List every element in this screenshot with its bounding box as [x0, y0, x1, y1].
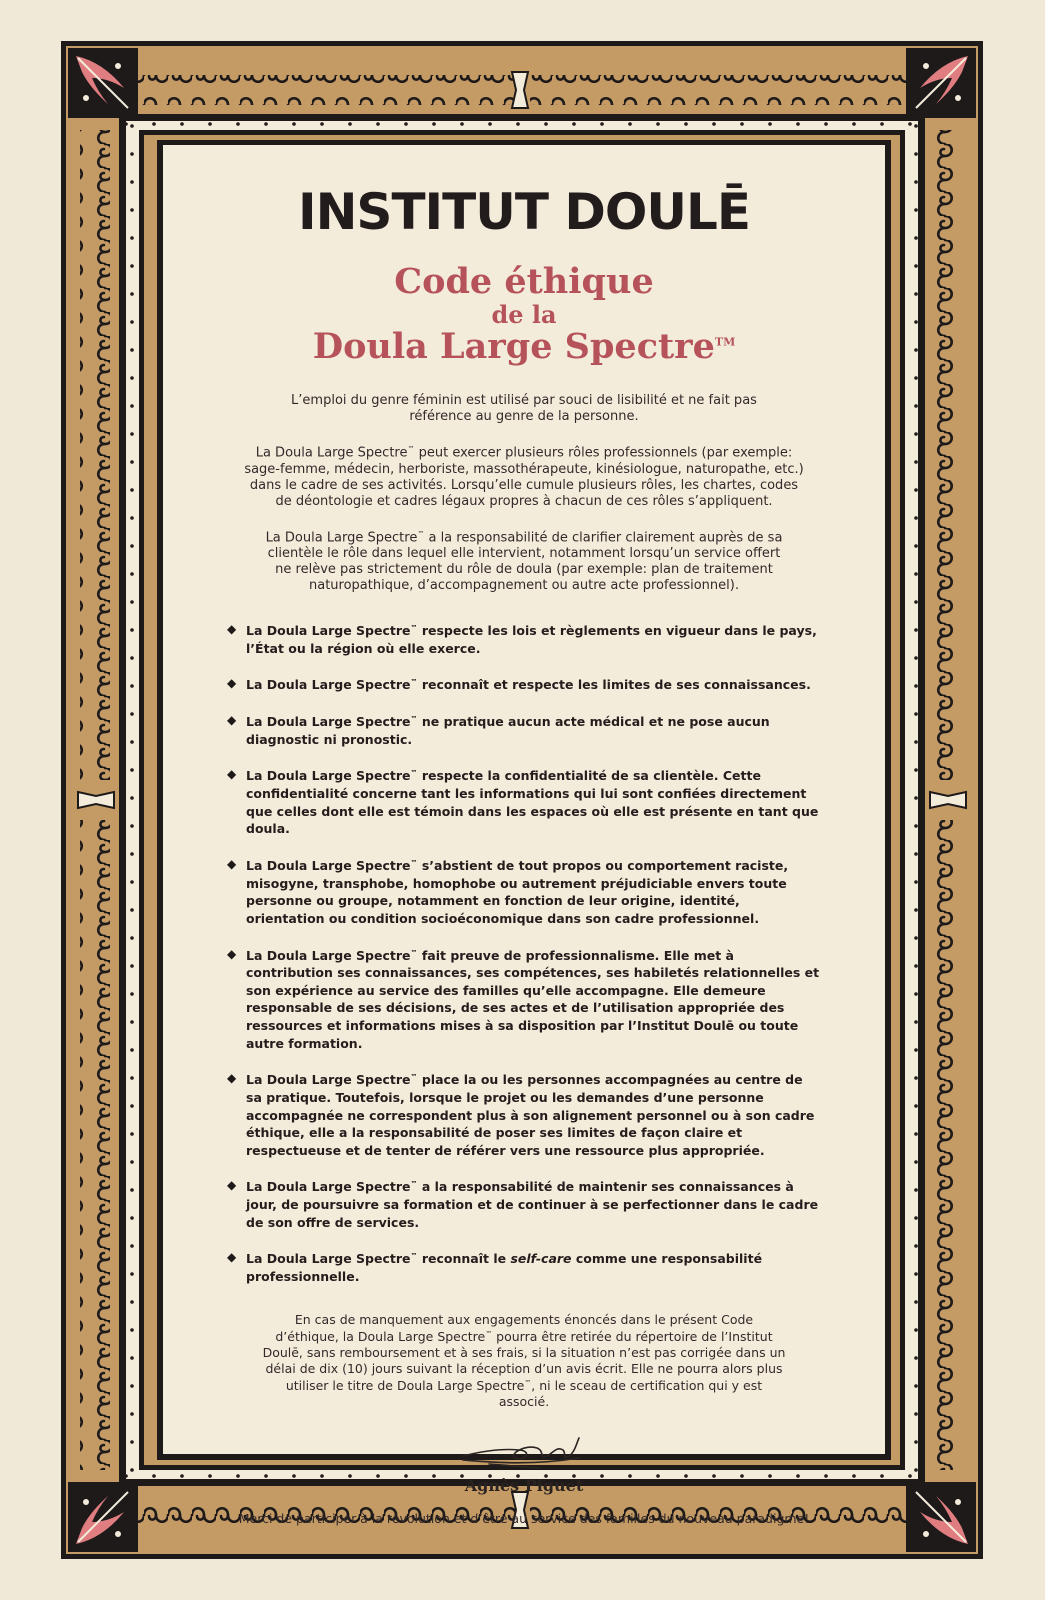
item-text: ne pratique aucun acte médical et ne pose aucun diagnostic ni pronostic.: [246, 714, 770, 747]
intro3-rest: a la responsabilité de clarifier clairement auprès de sa clientèle le rôle dans lequel elle intervient, notamment lorsqu’un service offert ne relève pas strictement du rôle de doula (par exemple: plan de traitement naturopathique, d’accompagnement ou autre acte professionnel).: [267, 530, 783, 594]
item-lead: La Doula Large Spectre: [246, 714, 411, 730]
intro-paragraph-1: L’emploi du genre féminin est utilisé par souci de lisibilité et ne fait pas référence au genre de la personne.: [291, 393, 757, 425]
intro2-rest: peut exercer plusieurs rôles professionnels (par exemple: sage-femme, médecin, herboriste, massothérapeute, kinésiologue, naturopathe, etc.) dans le cadre de ses activités. Lorsqu’elle cumule plusieurs rôles, les chartes, codes de déontologie et cadres légaux propres à chacun de ces rôles s’appliquent.: [244, 445, 804, 509]
item-text: reconnaît et respecte les limites de ses connaissances.: [417, 677, 811, 693]
item-lead: La Doula Large Spectre: [246, 677, 411, 693]
item-tm: ™: [410, 1252, 418, 1261]
intro-paragraph-2: [222, 441, 826, 509]
item-text: respecte les lois et règlements en vigueur dans le pays, l’État ou la région où elle exerce.: [246, 623, 817, 656]
diamond-bullet-icon: ◆: [227, 1071, 237, 1086]
intro3-tm: ™: [417, 529, 425, 538]
item-tail: comme une responsabilité professionnelle.: [246, 1251, 763, 1285]
diamond-bullet-icon: ◆: [227, 1178, 237, 1193]
closing-part3: , ni le sceau de certification qui y est associé.: [498, 1378, 763, 1409]
item-text: place la ou les personnes accompagnées au centre de sa pratique. Toutefois, lorsque le projet ou les demandes d’une personne accompagnée ne correspondent plus à son alignement personnel ou à son cadre éthique, elle a la responsabilité de poser ses limites de façon claire et respectueuse et de tenter de référer vers une ressource plus appropriée.: [246, 1072, 815, 1158]
closing-part1: En cas de manquement aux engagements énoncés dans le présent Code d’éthique, la Doula Large Spectre: [275, 1311, 754, 1345]
diamond-bullet-icon: ◆: [227, 1250, 237, 1265]
list-item: [227, 1248, 826, 1285]
diamond-bullet-icon: ◆: [227, 622, 237, 637]
diamond-bullet-icon: ◆: [227, 713, 237, 728]
intro-paragraph-3: [222, 526, 826, 594]
subtitle-de-la: de la: [491, 299, 557, 329]
item-lead: La Doula Large Spectre: [246, 623, 411, 639]
list-item: [227, 1069, 826, 1159]
closing-part2: pourra être retirée du répertoire de l’Institut Doulē, sans remboursement et à ses frais, si la situation n’est pas corrigée dans un délai de dix (10) jours suivant la réception d’un avis écrit. Elle ne pourra alors plus utiliser le titre de Doula Large Spectre: [262, 1329, 786, 1394]
list-item: [227, 1176, 826, 1231]
intro2-lead: La Doula Large Spectre: [255, 445, 408, 461]
item-lead: La Doula Large Spectre: [246, 1072, 411, 1088]
item-tm: ™: [410, 948, 418, 957]
item-text: a la responsabilité de maintenir ses connaissances à jour, de poursuivre sa formation et de continuer à se perfectionner dans le cadre de son offre de services.: [246, 1179, 819, 1230]
diamond-bullet-icon: ◆: [227, 946, 237, 961]
closing-tm-2: ™: [524, 1379, 532, 1388]
list-item: [227, 765, 826, 838]
ethics-list: [222, 620, 826, 1286]
item-lead: La Doula Large Spectre: [246, 768, 411, 784]
intro2-tm: ™: [407, 445, 415, 454]
item-text: respecte la confidentialité de sa clientèle. Cette confidentialité concerne tant les informations qui lui sont confiées directement que celles dont elle est témoin dans les espaces où elle est présente en tant que doula.: [246, 768, 819, 837]
closing-tm-1: ™: [485, 1330, 493, 1339]
item-text: reconnaît le: [417, 1251, 511, 1267]
list-item: [227, 855, 826, 928]
thanks-message: Merci de participer à la révolution et d’être au service des familles du nouveau paradigme!: [238, 1510, 810, 1526]
item-text: fait preuve de professionnalisme. Elle met à contribution ses connaissances, ses compétences, ses habiletés relationnelles et son expérience au service des familles qu’elle accompagne. Elle demeure responsable de ses décisions, de ses actes et de l’utilisation appropriée des ressources et informations mises à sa disposition par l’Institut Doulē ou toute autre formation.: [246, 947, 820, 1051]
closing-paragraph: [222, 1312, 826, 1410]
signer-name: Agnès Piguet: [464, 1475, 584, 1495]
diamond-bullet-icon: ◆: [227, 857, 237, 872]
item-tm: ™: [410, 678, 418, 687]
intro3-lead: La Doula Large Spectre: [265, 530, 418, 546]
item-lead: La Doula Large Spectre: [246, 1251, 411, 1267]
list-item: [227, 711, 826, 748]
item-tm: ™: [410, 1073, 418, 1082]
diamond-bullet-icon: ◆: [227, 676, 237, 691]
subtitle-doula-large-spectre: [222, 325, 826, 367]
list-item: [227, 945, 826, 1053]
list-item: [227, 620, 826, 657]
item-lead: La Doula Large Spectre: [246, 858, 411, 874]
trademark-mark: TM: [714, 335, 736, 349]
item-tm: ™: [410, 1180, 418, 1189]
content-panel: [167, 147, 881, 1526]
institute-title: INSTITUT DOULĒ: [297, 183, 750, 241]
list-item: [227, 674, 826, 694]
item-lead: La Doula Large Spectre: [246, 1179, 411, 1195]
item-text: s’abstient de tout propos ou comportement raciste, misogyne, transphobe, homophobe ou autrement préjudiciable envers toute personne ou groupe, notamment en fonction de leur origine, identité, orientation ou condition socioéconomique dans son cadre professionnel.: [246, 858, 789, 926]
item-tm: ™: [410, 769, 418, 778]
item-italic: self-care: [510, 1251, 572, 1267]
subtitle-doula-text: Doula Large Spectre: [312, 325, 715, 367]
item-tm: ™: [410, 859, 418, 868]
item-tm: ™: [410, 624, 418, 633]
item-lead: La Doula Large Spectre: [246, 947, 411, 963]
item-tm: ™: [410, 715, 418, 724]
diamond-bullet-icon: ◆: [227, 767, 237, 782]
signature-scribble-icon: [459, 1434, 589, 1476]
signature: [222, 1434, 826, 1474]
subtitle-code-ethique: Code éthique: [394, 261, 654, 302]
